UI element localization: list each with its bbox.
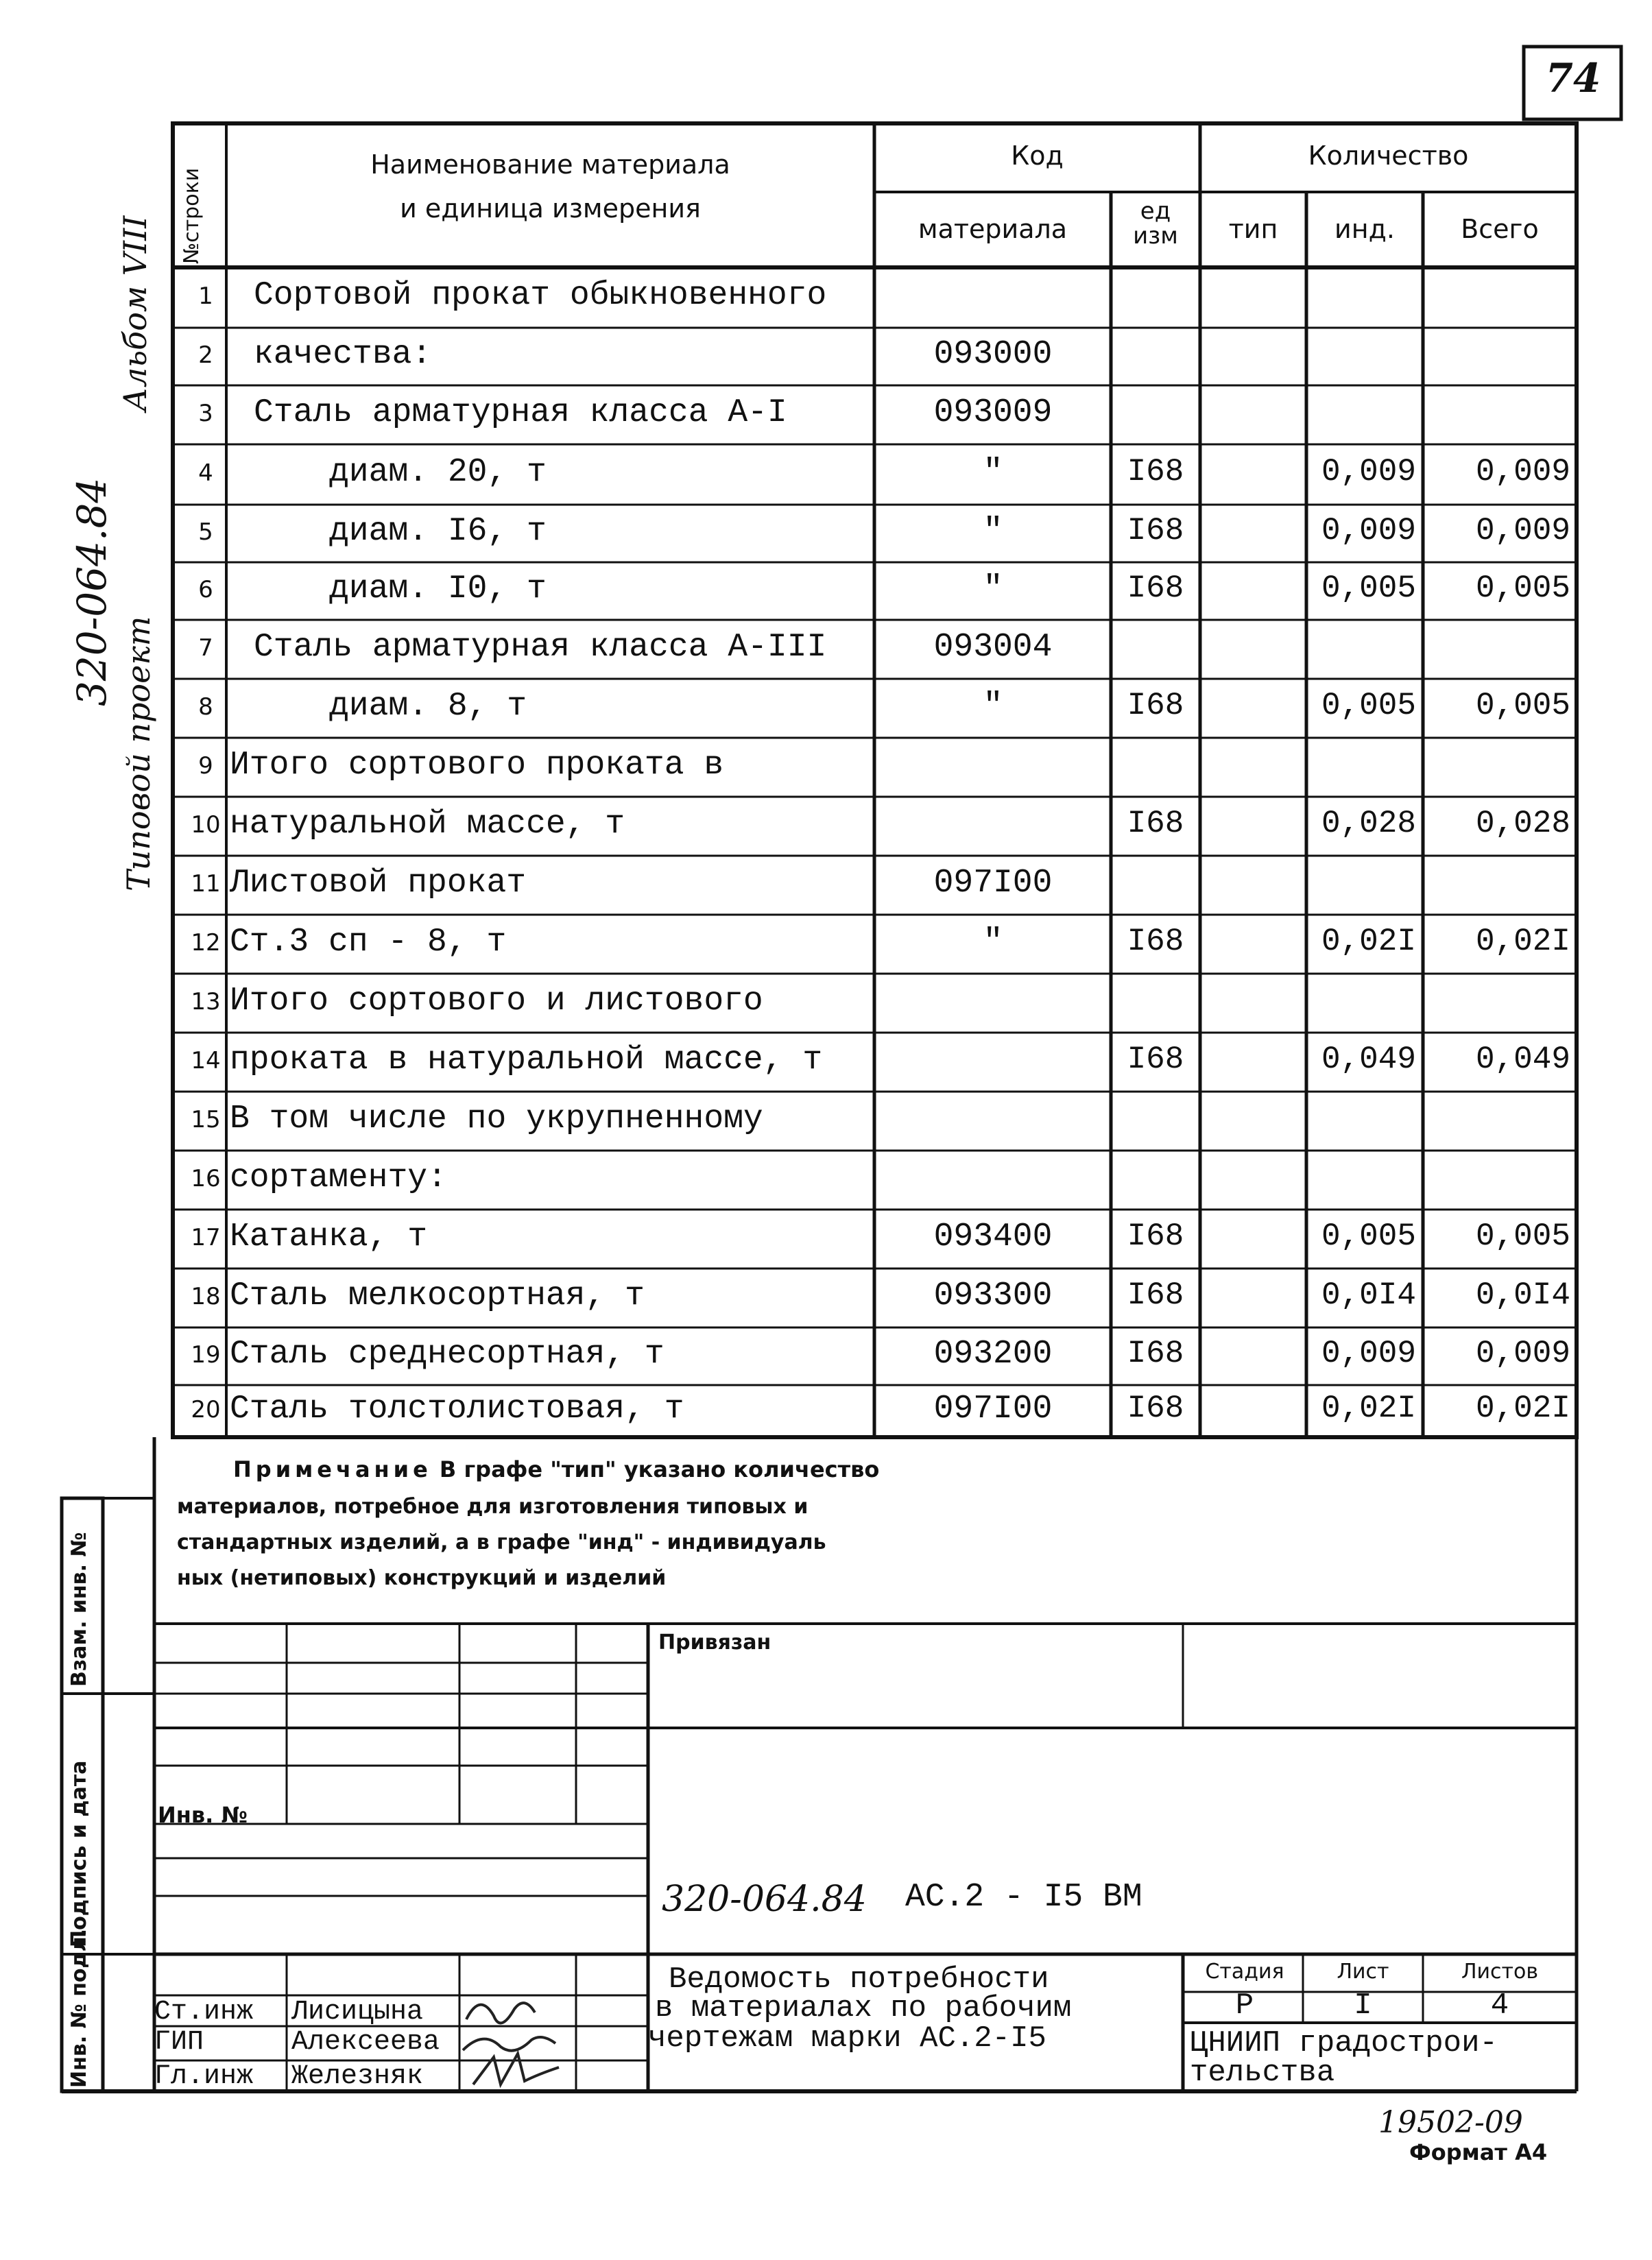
qty-ind: 0,009 <box>1321 1336 1416 1371</box>
unit-code: I68 <box>1127 513 1184 549</box>
org-line1: ЦНИИП градострои- <box>1190 2026 1498 2060</box>
name-lisitsyna: Лисицына <box>291 1997 424 2028</box>
material-name: диам. 8, т <box>329 688 527 725</box>
material-name: Ст.3 сп - 8, т <box>230 924 507 961</box>
side-vzam-inv: Взам. инв. № <box>67 1532 91 1687</box>
material-name: проката в натуральной массе, т <box>230 1042 823 1079</box>
material-code: 097I00 <box>933 865 1053 902</box>
header-code: Код <box>1011 141 1064 171</box>
stage-label: Стадия <box>1205 1960 1284 1984</box>
row-number: 10 <box>191 811 221 839</box>
note-line4: ных (нетиповых) конструкций и изделий <box>177 1566 667 1590</box>
margin-project-type: Типовой проект <box>120 616 157 891</box>
side-podpis-data: Подпись и дата <box>67 1760 91 1947</box>
archive-number: 19502-09 <box>1378 2105 1523 2140</box>
unit-code: I68 <box>1127 924 1184 959</box>
unit-code: I68 <box>1127 688 1184 723</box>
row-number: 8 <box>198 693 213 721</box>
material-code: 093000 <box>933 336 1053 373</box>
qty-total: 0,005 <box>1475 1218 1570 1254</box>
material-name: Сталь среднесортная, т <box>230 1336 665 1373</box>
header-name-line1: Наименование материала <box>370 149 730 180</box>
header-row-number: №строки <box>180 167 204 264</box>
qty-total: 0,049 <box>1475 1042 1570 1077</box>
header-code-material: материала <box>918 214 1068 244</box>
qty-ind: 0,005 <box>1321 570 1416 606</box>
sheets-value: 4 <box>1490 1988 1509 2023</box>
qty-ind: 0,005 <box>1321 1218 1416 1254</box>
qty-ind: 0,02I <box>1321 924 1416 959</box>
row-number: 1 <box>198 282 213 310</box>
qty-total: 0,009 <box>1475 1336 1570 1371</box>
row-number: 4 <box>198 459 213 487</box>
name-alekseeva: Алексеева <box>291 2027 440 2058</box>
material-name: Сталь арматурная класса А-III <box>254 629 827 666</box>
role-st-inzh: Ст.инж <box>154 1997 254 2028</box>
role-gip: ГИП <box>154 2027 204 2058</box>
qty-ind: 0,0I4 <box>1321 1277 1416 1313</box>
unit-code: I68 <box>1127 1218 1184 1254</box>
material-code: " <box>983 924 1003 961</box>
unit-code: I68 <box>1127 1042 1184 1077</box>
doc-number: 320-064.84 <box>662 1879 867 1920</box>
material-code: " <box>983 570 1003 608</box>
material-name: Листовой прокат <box>230 865 527 902</box>
unit-code: I68 <box>1127 806 1184 841</box>
row-number: 17 <box>191 1224 221 1251</box>
material-name: Сортовой прокат обыкновенного <box>254 277 827 314</box>
signature-1 <box>466 2003 535 2023</box>
page-number: 74 <box>1545 55 1601 101</box>
header-name-line2: и единица измерения <box>400 193 701 224</box>
unit-code: I68 <box>1127 570 1184 606</box>
unit-code: I68 <box>1127 1336 1184 1371</box>
row-number: 20 <box>191 1396 221 1423</box>
qty-total: 0,005 <box>1475 688 1570 723</box>
qty-ind: 0,02I <box>1321 1391 1416 1426</box>
qty-total: 0,0I4 <box>1475 1277 1570 1313</box>
material-code: " <box>983 688 1003 725</box>
material-code: " <box>983 454 1003 491</box>
header-qty-type: тип <box>1228 214 1278 244</box>
material-name: сортаменту: <box>230 1159 447 1197</box>
material-name: В том числе по укрупненному <box>230 1101 763 1138</box>
signature-2 <box>463 2037 555 2051</box>
qty-ind: 0,028 <box>1321 806 1416 841</box>
margin-project-number: 320-064.84 <box>69 477 115 706</box>
header-qty-total: Всего <box>1461 214 1539 244</box>
signature-3 <box>473 2054 559 2084</box>
material-code: 093300 <box>933 1277 1053 1314</box>
qty-total: 0,005 <box>1475 570 1570 606</box>
material-code: " <box>983 513 1003 550</box>
privyazan-label: Привязан <box>658 1631 771 1655</box>
material-name: Сталь толстолистовая, т <box>230 1391 684 1428</box>
qty-total: 0,009 <box>1475 454 1570 490</box>
note-line2: материалов, потребное для изготовления типовых и <box>177 1495 809 1519</box>
row-number: 9 <box>198 752 213 780</box>
qty-ind: 0,005 <box>1321 688 1416 723</box>
material-code: 093009 <box>933 394 1053 431</box>
row-number: 18 <box>191 1283 221 1310</box>
unit-code: I68 <box>1127 1277 1184 1313</box>
doc-mark: АС.2 - I5 ВМ <box>905 1879 1142 1916</box>
material-name: Сталь мелкосортная, т <box>230 1277 645 1314</box>
row-number: 6 <box>198 576 213 603</box>
qty-ind: 0,009 <box>1321 454 1416 490</box>
row-number: 7 <box>198 634 213 662</box>
title-line3: чертежам марки АС.2-I5 <box>648 2021 1046 2056</box>
material-name: качества: <box>254 336 432 373</box>
sheets-label: Листов <box>1461 1960 1539 1984</box>
row-number: 3 <box>198 400 213 427</box>
material-name: диам. 20, т <box>329 454 547 491</box>
unit-code: I68 <box>1127 454 1184 490</box>
qty-ind: 0,009 <box>1321 513 1416 549</box>
title-line1: Ведомость потребности <box>669 1962 1049 1997</box>
material-name: Итого сортового и листового <box>230 983 763 1020</box>
material-name: Катанка, т <box>230 1218 428 1255</box>
material-code: 093004 <box>933 629 1053 666</box>
row-number: 15 <box>191 1106 221 1133</box>
sheet-value: I <box>1354 1988 1372 2023</box>
header-code-unit: ед изм <box>1133 197 1178 250</box>
note-line3: стандартных изделий, а в графе "инд" - индивидуаль <box>177 1530 826 1554</box>
row-number: 13 <box>191 988 221 1015</box>
material-name: Итого сортового проката в <box>230 747 724 784</box>
header-qty-ind: инд. <box>1334 214 1395 244</box>
sheet-label: Лист <box>1337 1960 1389 1984</box>
material-name: диам. I0, т <box>329 570 547 608</box>
qty-ind: 0,049 <box>1321 1042 1416 1077</box>
material-name: натуральной массе, т <box>230 806 625 843</box>
qty-total: 0,02I <box>1475 1391 1570 1426</box>
qty-total: 0,009 <box>1475 513 1570 549</box>
row-number: 16 <box>191 1165 221 1192</box>
material-code: 093200 <box>933 1336 1053 1373</box>
inv-no-label: Инв. № <box>158 1802 248 1828</box>
row-number: 12 <box>191 929 221 957</box>
margin-album: Альбом VIII <box>117 215 154 411</box>
row-number: 5 <box>198 518 213 546</box>
row-number: 14 <box>191 1047 221 1074</box>
stage-value: Р <box>1235 1988 1254 2023</box>
title-line2: в материалах по рабочим <box>655 1991 1072 2025</box>
role-gl-inzh: Гл.инж <box>154 2061 254 2092</box>
side-inv-podl: Инв. № подл. <box>67 1928 91 2088</box>
note-line1: В графе "тип" указано количество <box>439 1456 880 1482</box>
row-number: 2 <box>198 341 213 369</box>
note-label: Примечание <box>233 1456 432 1482</box>
material-code: 093400 <box>933 1218 1053 1255</box>
row-number: 19 <box>191 1341 221 1369</box>
header-quantity: Количество <box>1308 141 1469 171</box>
row-number: 11 <box>191 870 221 898</box>
qty-total: 0,028 <box>1475 806 1570 841</box>
name-zheleznyak: Железняк <box>291 2061 424 2092</box>
format-label: Формат А4 <box>1409 2139 1548 2165</box>
material-name: диам. I6, т <box>329 513 547 550</box>
unit-code: I68 <box>1127 1391 1184 1426</box>
material-name: Сталь арматурная класса А-I <box>254 394 787 431</box>
qty-total: 0,02I <box>1475 924 1570 959</box>
material-code: 097I00 <box>933 1391 1053 1428</box>
org-line2: тельства <box>1190 2056 1335 2090</box>
